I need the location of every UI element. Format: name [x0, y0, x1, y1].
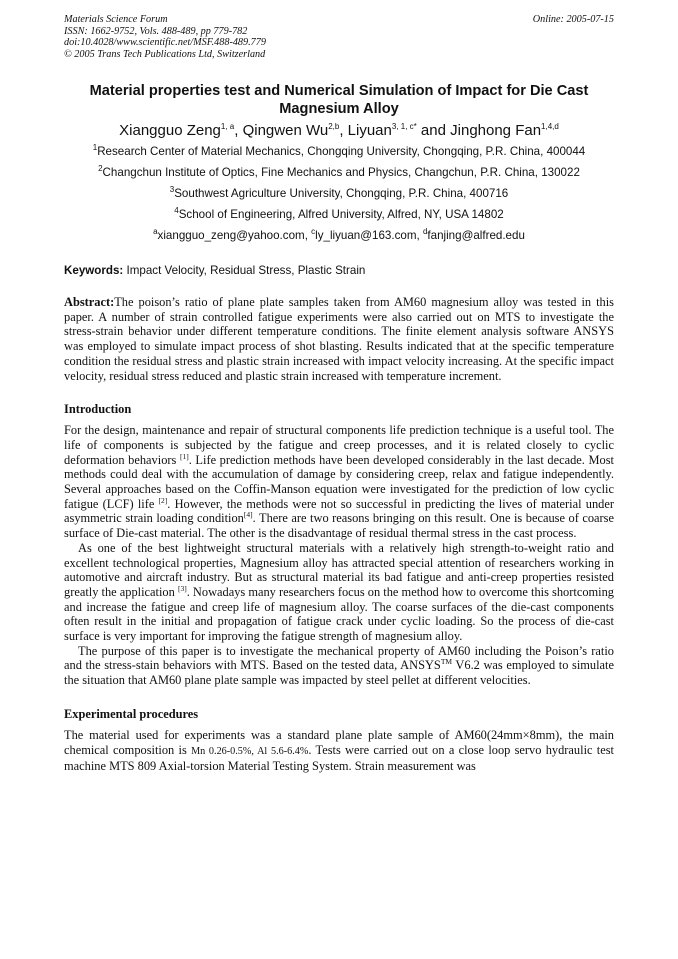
- abstract-text: The poison’s ratio of plane plate samples taken from AM60 magnesium alloy was tested in this paper. A number of strain controlled fatigue experiments were also carried out on MTS to investigate the stress-strain behavior under different temperature conditions. The finite element analysis software ANSYS was employed to simulate impact process of shot blasting. Results indicated that at the specific temperature condition the residual stress and plastic strain increased with impact velocity increasing. At the specific impact velocity, residual stress reduced and plastic strain increased with temperature increment.: [64, 295, 614, 383]
- affiliation: [64, 141, 614, 162]
- paragraph: The material used for experiments was a standard plane plate sample of AM60(24mm×8mm), the main chemical composition is Mn 0.26-0.5%, Al 5.6-6.4%. Tests were carried out on a close loop servo hydraulic test machine MTS 809 Axial-torsion Material Testing System. Strain measurement was: [64, 727, 614, 774]
- affiliation-sup: 4: [174, 206, 179, 216]
- author-list: [64, 121, 614, 141]
- affiliation-text: Southwest Agriculture University, Chongqing, P.R. China, 400716: [174, 187, 509, 200]
- author-sup: 3, 1, c*: [391, 122, 417, 131]
- abstract-label: Abstract:: [64, 295, 115, 309]
- experimental-section: [64, 728, 614, 774]
- citation-ref[interactable]: [4]: [243, 510, 253, 520]
- affiliation: [64, 204, 614, 225]
- keywords: [64, 264, 614, 277]
- citation-ref[interactable]: [2]: [158, 495, 168, 505]
- separator: ,: [234, 122, 243, 139]
- paper-title: Material properties test and Numerical Simulation of Impact for Die Cast Magnesium Alloy: [89, 83, 589, 117]
- email-sup: d: [422, 227, 428, 237]
- online-date: Online: 2005-07-15: [532, 14, 614, 25]
- affiliation-sup: 2: [98, 164, 103, 174]
- affiliation-text: Changchun Institute of Optics, Fine Mechanics and Physics, Changchun, P.R. China, 130022: [102, 166, 580, 179]
- intro-section: [64, 423, 614, 688]
- affiliation-sup: 3: [169, 185, 175, 195]
- journal-name: Materials Science Forum: [64, 14, 168, 25]
- email-line: $^a$xiangguo_zeng@yahoo.com, $^c$ly_liyuan@163.com, $^d$fanjing@alfred.edu: [153, 227, 525, 242]
- email-link[interactable]: ly_liyuan@163.com: [315, 229, 417, 242]
- separator: and: [416, 122, 451, 139]
- email-link[interactable]: xiangguo_zeng@yahoo.com: [157, 229, 305, 242]
- email-link[interactable]: fanjing@alfred.edu: [427, 229, 525, 242]
- author-sup: 1,4,d: [541, 122, 559, 131]
- section-heading: Introduction: [64, 402, 132, 417]
- composition: Mn 0.26-0.5%, Al 5.6-6.4%: [191, 745, 309, 757]
- keywords-text: Impact Velocity, Residual Stress, Plastic Strain: [126, 264, 366, 277]
- paper-page: [64, 14, 614, 774]
- affiliation: [64, 162, 614, 183]
- trademark-sup: TM: [440, 657, 453, 667]
- author-sup: 1, a: [220, 122, 235, 131]
- issn-line: ISSN: 1662-9752, Vols. 488-489, pp 779-782: [64, 25, 248, 37]
- author-sup: 2,b: [328, 122, 340, 131]
- separator: ,: [339, 122, 348, 139]
- affiliation-sup: 1: [92, 143, 98, 153]
- affiliation-text: School of Engineering, Alfred University, Alfred, NY, USA 14802: [178, 208, 504, 221]
- journal-header: [64, 14, 614, 60]
- section-heading: Experimental procedures: [64, 706, 199, 721]
- author-name: Jinghong Fan: [450, 122, 542, 139]
- citation-ref[interactable]: [1]: [179, 451, 189, 461]
- author-name: Qingwen Wu: [242, 122, 329, 139]
- author-name: Xiangguo Zeng: [119, 122, 221, 139]
- author-name: Liyuan: [347, 122, 392, 139]
- affiliation: [64, 183, 614, 204]
- citation-ref[interactable]: [3]: [177, 583, 187, 593]
- paragraph: For the design, maintenance and repair of structural components life prediction technique is a useful tool. The life of components is subjected by the fatigue and creep processes, and it is related closely to cyclic deformation behaviors [1]. Life prediction methods have been developed considerably in the last decade. Most methods could deal with the accumulation of damage by considering creep, relax and fatigue independently. Several approaches based on the Coffin-Manson equation were investigated for the prediction of low cyclic fatigue (LCF) life [2]. However, the methods were not so successful in predicting the lives of material under asymmetric strain loading condition[4]. There are two reasons bringing on this result. One is because of coarse surface of Die-cast material. The other is the disadvantage of residual thermal stress in the cast process.: [64, 423, 614, 541]
- copyright-line: © 2005 Trans Tech Publications Ltd, Switzerland: [64, 48, 266, 60]
- keywords-label: Keywords:: [64, 264, 124, 277]
- paragraph: As one of the best lightweight structural materials with a relatively high strength-to-weight ratio and excellent technological properties, Magnesium alloy has attracted special attention of researchers working in automotive and aircraft industry. But as structural material its bad fatigue and anti-creep properties resisted greatly the application [3]. Nowadays many researchers focus on the method how to overcome this shortcoming and increase the fatigue and creep life of magnesium alloy. The coarse surfaces of the die-cast components often result in the initial and propagation of fatigue crack under cyclic loading. So the process of die-cast surface is very important for improving the fatigue strength of magnesium alloy.: [64, 540, 614, 644]
- doi-line: doi:10.4028/www.scientific.net/MSF.488-489.779: [64, 37, 266, 48]
- email-sup: a: [153, 227, 158, 237]
- abstract: [64, 295, 614, 383]
- affiliation-text: Research Center of Material Mechanics, Chongqing University, Chongqing, P.R. China, 400044: [97, 145, 586, 158]
- paragraph: The purpose of this paper is to investigate the mechanical property of AM60 including the Poison’s ratio and the stress-stain behaviors with MTS. Based on the tested data, ANSYS™ V6.2 was employed to simulate the situation that AM60 plane plate sample was impacted by steel pellet at different velocities.: [64, 643, 615, 688]
- email-sup: c: [311, 227, 316, 237]
